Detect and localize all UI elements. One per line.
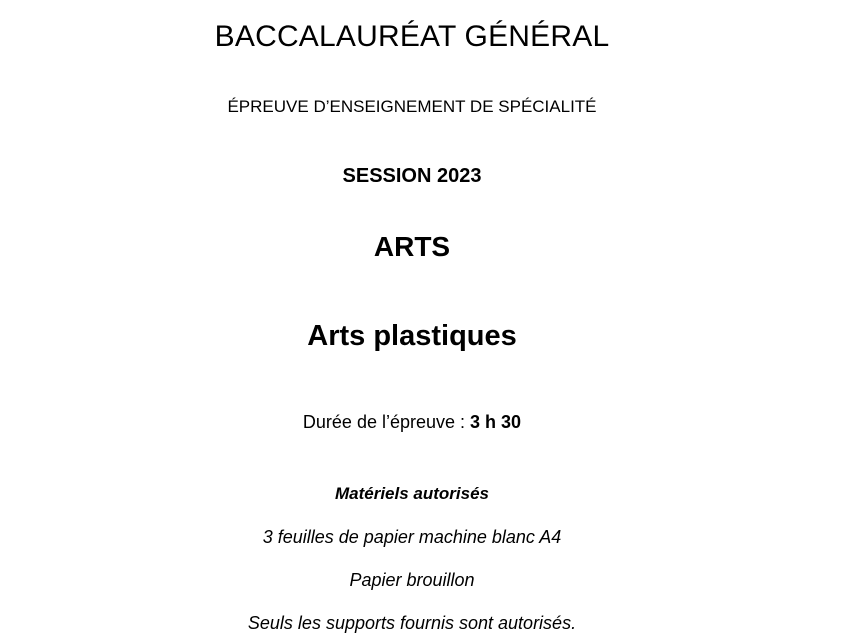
materials-note: Seuls les supports fournis sont autorisés. xyxy=(247,613,577,633)
material-item: 3 feuilles de papier machine blanc A4 xyxy=(262,527,562,547)
duration-label: Durée de l’épreuve : xyxy=(302,412,471,432)
materials-heading: Matériels autorisés xyxy=(334,484,489,503)
material-item: Papier brouillon xyxy=(349,570,475,590)
exam-title: BACCALAURÉAT GÉNÉRAL xyxy=(214,20,610,53)
specialty-name: Arts plastiques xyxy=(307,320,517,352)
duration-value: 3 h 30 xyxy=(470,412,522,432)
exam-type: ÉPREUVE D’ENSEIGNEMENT DE SPÉCIALITÉ xyxy=(227,97,597,116)
session-label: SESSION 2023 xyxy=(342,165,482,187)
subject-name: ARTS xyxy=(373,231,451,262)
duration-line xyxy=(0,413,824,431)
